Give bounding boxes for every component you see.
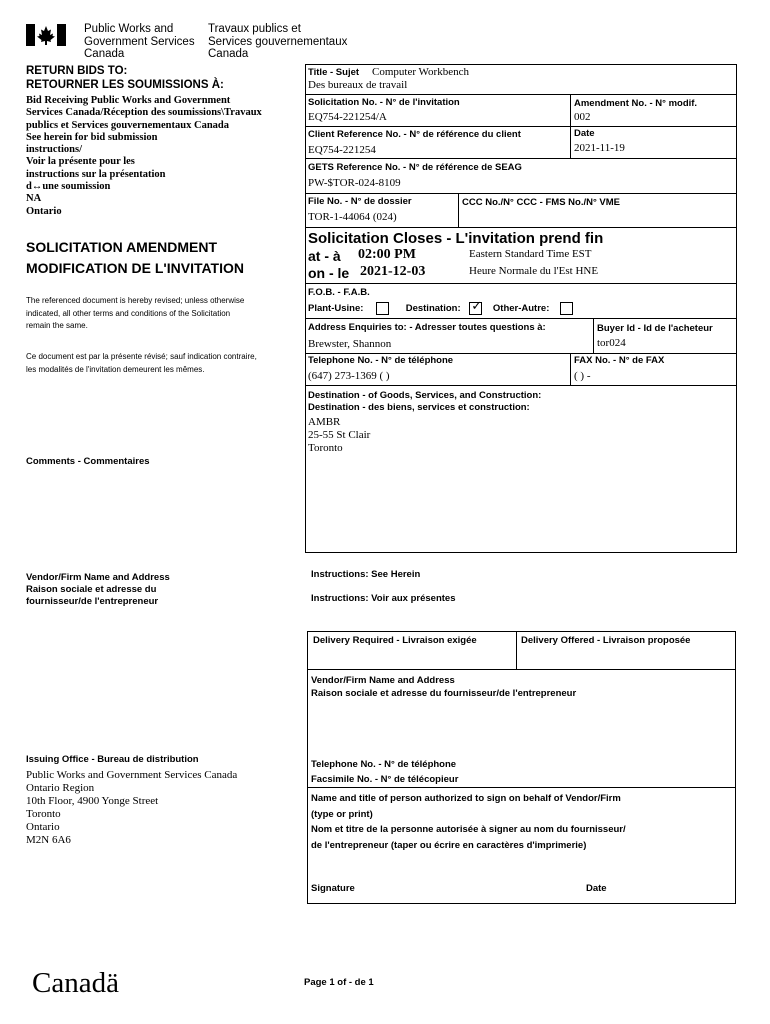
amendment-number-value: 002 — [574, 111, 591, 123]
title-label: Title - Sujet — [308, 67, 360, 78]
fax-value: ( ) - — [574, 370, 591, 382]
destination-label: Destination: — [405, 303, 461, 315]
solicitation-number-label: Solicitation No. - N° de l'invitation — [308, 97, 460, 108]
destination-goods-label: Destination - of Goods, Services, and Construction: Destination - des biens, services et construction: — [308, 390, 542, 413]
other-label: Other-Autre: — [492, 303, 550, 315]
enquiries-value: Brewster, Shannon — [308, 338, 392, 350]
vendor-telephone-label: Telephone No. - N° de téléphone — [311, 759, 457, 770]
closing-date-value: 2021-12-03 — [360, 264, 426, 279]
date-value: 2021-11-19 — [574, 142, 625, 154]
closes-at-label: at - à — [308, 248, 341, 264]
amendment-title: SOLICITATION AMENDMENT MODIFICATION DE L'INVITATION — [26, 239, 244, 276]
closing-time-value: 02:00 PM — [358, 247, 416, 262]
authorized-person-label: Name and title of person authorized to sign on behalf of Vendor/Firm (type or print) Nom et titre de la personne autorisée à signer au nom du fournisseur/ de l'entrepreneur (taper ou écrire en caractères d'imprimerie) — [311, 793, 626, 851]
client-reference-value: EQ754-221254 — [308, 144, 376, 156]
fax-label: FAX No. - N° de FAX — [574, 355, 665, 366]
plant-checkbox[interactable] — [376, 302, 389, 315]
timezone-en: Eastern Standard Time EST — [469, 248, 592, 260]
amendment-note-en: The referenced document is hereby revised; unless otherwise indicated, all other terms and conditions of the Solicitation remain the same. — [26, 296, 245, 330]
gets-reference-value: PW-$TOR-024-8109 — [308, 177, 401, 189]
buyer-id-label: Buyer Id - Id de l'acheteur — [597, 323, 713, 334]
solicitation-number-value: EQ754-221254/A — [308, 111, 387, 123]
file-number-label: File No. - N° de dossier — [308, 196, 412, 207]
vendor-name-label: Vendor/Firm Name and Address Raison sociale et adresse du fournisseur/de l'entrepreneur — [311, 675, 577, 699]
telephone-label: Telephone No. - N° de téléphone — [308, 355, 454, 366]
department-name-en: Public Works and Government Services Canada — [84, 23, 195, 60]
buyer-id-value: tor024 — [597, 337, 626, 349]
destination-address: AMBR 25-55 St Clair Toronto — [308, 416, 371, 454]
client-reference-label: Client Reference No. - N° de référence du client — [308, 129, 521, 140]
page-number: Page 1 of - de 1 — [304, 977, 374, 988]
ccc-number-label: CCC No./N° CCC - FMS No./N° VME — [462, 197, 621, 208]
title-value: Computer Workbench — [372, 66, 469, 78]
delivery-required-label: Delivery Required - Livraison exigée — [313, 635, 477, 646]
other-checkbox[interactable] — [560, 302, 573, 315]
telephone-value: (647) 273-1369 ( ) — [308, 370, 390, 382]
vendor-facsimile-label: Facsimile No. - N° de télécopieur — [311, 774, 459, 785]
vendor-address-label: Vendor/Firm Name and Address Raison sociale et adresse du fournisseur/de l'entrepreneur — [26, 572, 170, 607]
canada-flag-icon — [26, 24, 66, 46]
comments-label: Comments - Commentaires — [26, 456, 150, 467]
file-number-value: TOR-1-44064 (024) — [308, 211, 397, 223]
amendment-note-fr: Ce document est par la présente révisé; sauf indication contraire, les modalités de l'invitation demeurent les mêmes. — [26, 352, 257, 374]
fob-options — [308, 299, 573, 316]
solicitation-closes-label: Solicitation Closes - L'invitation prend fin — [308, 230, 604, 247]
closes-on-label: on - le — [308, 265, 350, 281]
instructions-fr: Instructions: Voir aux présentes — [311, 593, 456, 604]
issuing-office-address: Public Works and Government Services Canada Ontario Region 10th Floor, 4900 Yonge Street Toronto Ontario M2N 6A6 — [26, 769, 238, 846]
canada-wordmark: Canadä — [32, 967, 119, 999]
amendment-number-label: Amendment No. - N° modif. — [574, 98, 698, 109]
enquiries-label: Address Enquiries to: - Adresser toutes questions à: — [308, 322, 546, 333]
instructions-en: Instructions: See Herein — [311, 569, 421, 580]
destination-checkbox[interactable] — [469, 299, 483, 315]
gets-reference-label: GETS Reference No. - N° de référence de SEAG — [308, 162, 522, 173]
fob-label: F.O.B. - F.A.B. — [308, 287, 370, 298]
return-bids-title: RETURN BIDS TO: RETOURNER LES SOUMISSIONS À: — [26, 65, 224, 91]
title-value-fr: Des bureaux de travail — [308, 79, 408, 91]
date-label: Date — [574, 128, 595, 139]
department-name-fr: Travaux publics et Services gouvernementaux Canada — [208, 23, 348, 60]
return-bids-address: Bid Receiving Public Works and Government Services Canada/Réception des soumissions\Travaux publics et Services gouvernementaux Canada See herein for bid submission instructions/ Voir la présente pour les instructions sur la présentation d↔une soumission NA Ontario — [26, 95, 262, 217]
signature-label: Signature — [311, 883, 355, 894]
check-icon: ✓ — [471, 299, 483, 314]
delivery-offered-label: Delivery Offered - Livraison proposée — [521, 635, 691, 646]
issuing-office-label: Issuing Office - Bureau de distribution — [26, 754, 199, 765]
signature-date-label: Date — [586, 883, 607, 894]
plant-label: Plant-Usine: — [308, 303, 364, 315]
timezone-fr: Heure Normale du l'Est HNE — [469, 265, 599, 277]
